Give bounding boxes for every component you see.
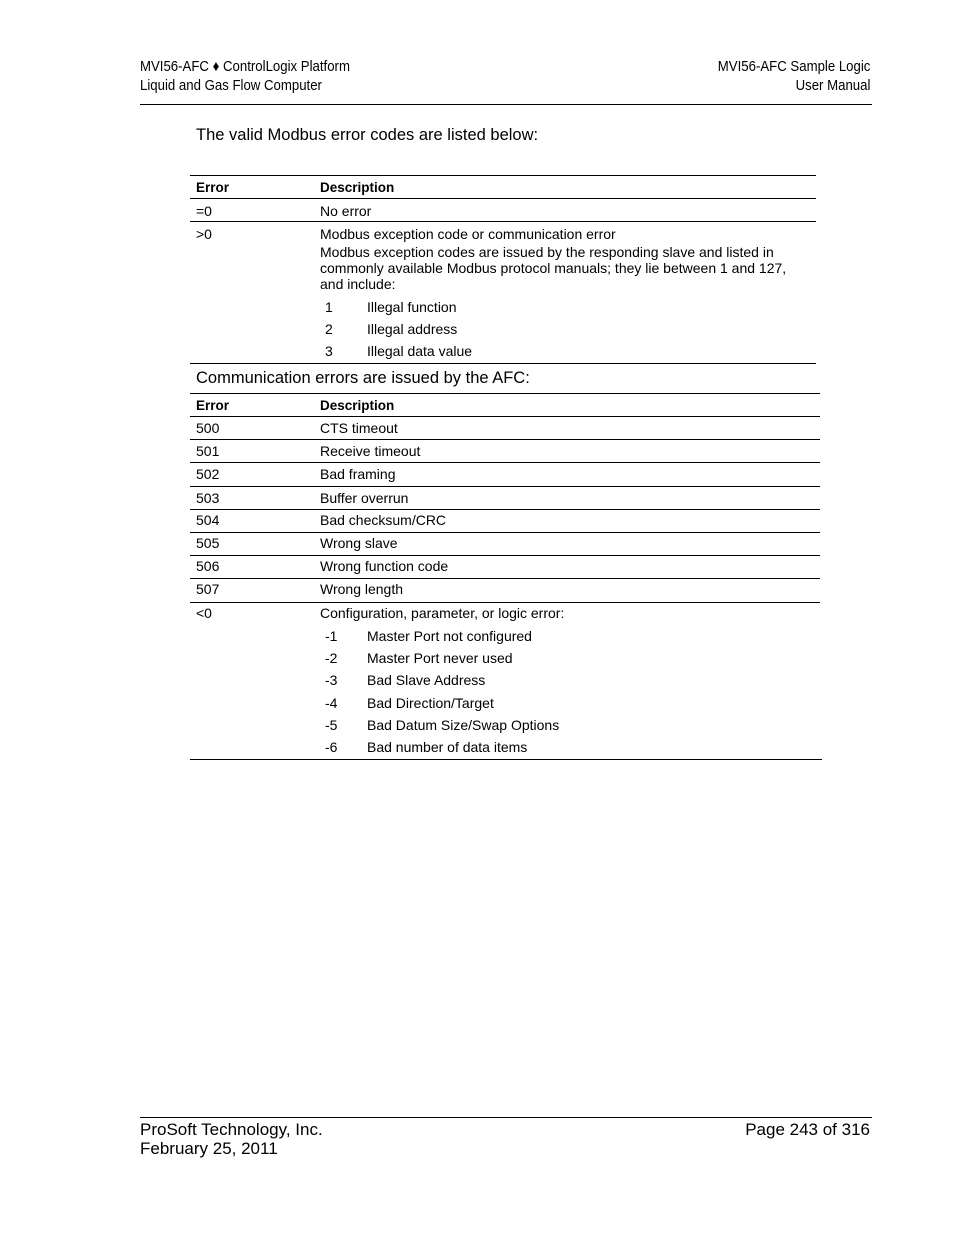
detail-line: and include: (320, 276, 396, 292)
header-manual-title: User Manual (795, 77, 870, 94)
error-description: Bad framing (320, 466, 396, 482)
error-code: 500 (196, 420, 220, 436)
error-code: >0 (196, 226, 212, 242)
exception-code: 3 (325, 343, 333, 359)
error-description: Modbus exception code or communication error (320, 226, 616, 242)
exception-detail (320, 244, 786, 292)
exception-text: Illegal address (367, 321, 458, 337)
error-text: Bad Slave Address (367, 672, 486, 688)
footer-right (745, 1120, 870, 1139)
error-text: Master Port never used (367, 650, 513, 666)
header-right (717, 57, 870, 95)
error-description: Buffer overrun (320, 490, 409, 506)
error-code: <0 (196, 605, 212, 621)
communication-error-table (190, 393, 820, 755)
error-code: 502 (196, 466, 220, 482)
header-product-title: MVI56-AFC ♦ ControlLogix Platform (140, 58, 350, 75)
table-row (190, 462, 820, 485)
table-row (190, 416, 820, 439)
error-code: 501 (196, 443, 220, 459)
table-row (190, 531, 820, 554)
error-code: 507 (196, 581, 220, 597)
error-description: Configuration, parameter, or logic error: (320, 605, 565, 621)
table-row (190, 508, 820, 531)
error-description: CTS timeout (320, 420, 398, 436)
footer-date: February 25, 2011 (140, 1139, 278, 1158)
error-code: -4 (325, 695, 338, 711)
table-row (190, 222, 816, 245)
table-row (190, 486, 820, 509)
modbus-error-table (190, 175, 816, 359)
exception-code: 1 (325, 299, 333, 315)
error-description: Receive timeout (320, 443, 421, 459)
error-code: -5 (325, 717, 338, 733)
table-header-row (190, 176, 816, 199)
error-text: Bad Datum Size/Swap Options (367, 717, 560, 733)
table-row (190, 601, 820, 624)
error-code: =0 (196, 203, 212, 219)
error-description: Bad checksum/CRC (320, 512, 447, 528)
error-code: -2 (325, 650, 338, 666)
table-header-row (190, 394, 820, 417)
header-rule (140, 104, 872, 105)
column-header-description: Description (320, 398, 395, 413)
error-text: Bad Direction/Target (367, 695, 494, 711)
error-code: -6 (325, 739, 338, 755)
detail-line: commonly available Modbus protocol manuals; they lie between 1 and 127, (320, 260, 787, 276)
header-section-title: MVI56-AFC Sample Logic (717, 58, 870, 75)
error-text: Master Port not configured (367, 628, 532, 644)
error-code: 503 (196, 490, 220, 506)
footer-rule (140, 1117, 872, 1118)
table-rule (190, 363, 816, 364)
error-code: 504 (196, 512, 220, 528)
exception-code: 2 (325, 321, 333, 337)
error-description: No error (320, 203, 372, 219)
page-number: Page 243 of 316 (745, 1120, 870, 1139)
exception-text: Illegal function (367, 299, 457, 315)
section-heading: Communication errors are issued by the AFC: (196, 369, 530, 387)
table-row (190, 554, 820, 577)
column-header-error: Error (196, 180, 230, 195)
column-header-description: Description (320, 180, 395, 195)
column-header-error: Error (196, 398, 230, 413)
table-row (190, 199, 816, 222)
header-product-subtitle: Liquid and Gas Flow Computer (140, 77, 322, 94)
error-code: -3 (325, 672, 338, 688)
table-row (190, 439, 820, 462)
error-code: 505 (196, 535, 220, 551)
footer-left (140, 1120, 323, 1158)
exception-text: Illegal data value (367, 343, 473, 359)
intro-text: The valid Modbus error codes are listed below: (196, 126, 539, 144)
footer-company: ProSoft Technology, Inc. (140, 1120, 323, 1139)
error-description: Wrong function code (320, 558, 449, 574)
error-code: 506 (196, 558, 220, 574)
error-description: Wrong length (320, 581, 404, 597)
header-left (140, 57, 350, 95)
table-row (190, 577, 820, 600)
error-code: -1 (325, 628, 338, 644)
error-text: Bad number of data items (367, 739, 528, 755)
table-rule (190, 759, 822, 760)
error-description: Wrong slave (320, 535, 398, 551)
detail-line: Modbus exception codes are issued by the responding slave and listed in (320, 244, 774, 260)
